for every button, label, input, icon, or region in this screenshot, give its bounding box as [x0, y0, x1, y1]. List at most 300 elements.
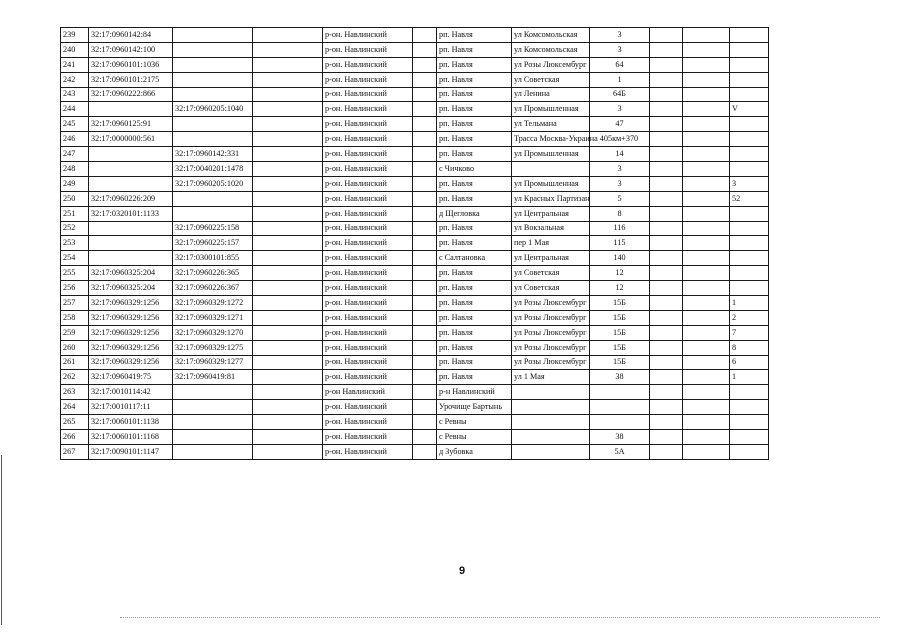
row-number-cell: 267	[61, 444, 89, 459]
house-number-cell: 3	[590, 28, 650, 43]
street-cell	[512, 400, 590, 415]
empty-cell	[413, 296, 437, 311]
apartment-cell	[730, 281, 769, 296]
apartment-cell: 3	[730, 176, 769, 191]
district-cell: р-он. Навлинский	[323, 444, 413, 459]
street-cell	[512, 385, 590, 400]
empty-cell	[253, 102, 323, 117]
empty-cell	[253, 72, 323, 87]
row-number-cell: 241	[61, 57, 89, 72]
table-row	[61, 370, 769, 385]
district-cell: р-он. Навлинский	[323, 162, 413, 177]
table-row	[61, 430, 769, 445]
empty-cell	[650, 251, 683, 266]
object-cadastral-number-cell	[173, 206, 253, 221]
house-number-cell: 5А	[590, 444, 650, 459]
empty-cell	[650, 191, 683, 206]
empty-cell	[413, 102, 437, 117]
empty-cell	[253, 221, 323, 236]
settlement-cell: рп. Навля	[437, 236, 512, 251]
house-number-cell: 15Б	[590, 310, 650, 325]
object-cadastral-number-cell	[173, 415, 253, 430]
empty-cell	[253, 296, 323, 311]
apartment-cell: V	[730, 102, 769, 117]
apartment-cell	[730, 117, 769, 132]
settlement-cell: с Ревны	[437, 430, 512, 445]
house-number-cell	[590, 385, 650, 400]
row-number-cell: 246	[61, 132, 89, 147]
empty-cell	[253, 385, 323, 400]
apartment-cell	[730, 400, 769, 415]
street-cell: ул Вокзальная	[512, 221, 590, 236]
settlement-cell: рп. Навля	[437, 281, 512, 296]
table-row	[61, 147, 769, 162]
empty-cell	[413, 251, 437, 266]
table-body	[61, 28, 769, 460]
street-cell: ул Розы Люксембург	[512, 57, 590, 72]
settlement-cell: с Ревны	[437, 415, 512, 430]
cadastral-number-cell: 32:17:0960325:204	[89, 281, 173, 296]
empty-cell	[413, 281, 437, 296]
empty-cell	[683, 385, 730, 400]
object-cadastral-number-cell	[173, 385, 253, 400]
cadastral-number-cell	[89, 176, 173, 191]
object-cadastral-number-cell: 32:17:0960225:158	[173, 221, 253, 236]
apartment-cell: 6	[730, 355, 769, 370]
row-number-cell: 262	[61, 370, 89, 385]
row-number-cell: 243	[61, 87, 89, 102]
street-cell: ул Центральная	[512, 206, 590, 221]
settlement-cell: с Чичково	[437, 162, 512, 177]
empty-cell	[683, 132, 730, 147]
settlement-cell: рп. Навля	[437, 266, 512, 281]
street-cell: ул 1 Мая	[512, 370, 590, 385]
house-number-cell	[590, 400, 650, 415]
object-cadastral-number-cell	[173, 132, 253, 147]
table-row	[61, 310, 769, 325]
district-cell: р-он. Навлинский	[323, 281, 413, 296]
cadastral-number-cell	[89, 162, 173, 177]
empty-cell	[683, 325, 730, 340]
district-cell: р-он Навлинский	[323, 385, 413, 400]
settlement-cell: рп. Навля	[437, 57, 512, 72]
empty-cell	[650, 296, 683, 311]
empty-cell	[650, 385, 683, 400]
district-cell: р-он. Навлинский	[323, 266, 413, 281]
empty-cell	[413, 236, 437, 251]
row-number-cell: 248	[61, 162, 89, 177]
settlement-cell: рп. Навля	[437, 117, 512, 132]
object-cadastral-number-cell	[173, 42, 253, 57]
empty-cell	[650, 176, 683, 191]
empty-cell	[413, 117, 437, 132]
house-number-cell: 64Б	[590, 87, 650, 102]
object-cadastral-number-cell: 32:17:0300101:855	[173, 251, 253, 266]
district-cell: р-он. Навлинский	[323, 430, 413, 445]
object-cadastral-number-cell: 32:17:0960142:331	[173, 147, 253, 162]
table-row	[61, 400, 769, 415]
row-number-cell: 258	[61, 310, 89, 325]
street-cell: ул Советская	[512, 72, 590, 87]
house-number-cell: 3	[590, 102, 650, 117]
empty-cell	[253, 191, 323, 206]
cadastral-number-cell: 32:17:0960329:1256	[89, 340, 173, 355]
object-cadastral-number-cell	[173, 430, 253, 445]
empty-cell	[683, 370, 730, 385]
district-cell: р-он. Навлинский	[323, 236, 413, 251]
empty-cell	[413, 444, 437, 459]
cadastral-number-cell: 32:17:0960222:866	[89, 87, 173, 102]
apartment-cell	[730, 87, 769, 102]
house-number-cell	[590, 415, 650, 430]
object-cadastral-number-cell	[173, 117, 253, 132]
cadastral-number-cell	[89, 147, 173, 162]
district-cell: р-он. Навлинский	[323, 400, 413, 415]
empty-cell	[650, 221, 683, 236]
object-cadastral-number-cell: 32:17:0960226:367	[173, 281, 253, 296]
district-cell: р-он. Навлинский	[323, 340, 413, 355]
empty-cell	[253, 444, 323, 459]
row-number-cell: 244	[61, 102, 89, 117]
object-cadastral-number-cell: 32:17:0960329:1277	[173, 355, 253, 370]
empty-cell	[413, 370, 437, 385]
table-row	[61, 266, 769, 281]
table-row	[61, 296, 769, 311]
cadastral-number-cell: 32:17:0000000:561	[89, 132, 173, 147]
empty-cell	[650, 72, 683, 87]
empty-cell	[413, 400, 437, 415]
street-cell: ул Красных Партизан	[512, 191, 590, 206]
district-cell: р-он. Навлинский	[323, 102, 413, 117]
district-cell: р-он. Навлинский	[323, 132, 413, 147]
empty-cell	[650, 87, 683, 102]
apartment-cell: 8	[730, 340, 769, 355]
apartment-cell: 1	[730, 370, 769, 385]
street-cell: ул Ленина	[512, 87, 590, 102]
empty-cell	[650, 42, 683, 57]
empty-cell	[253, 87, 323, 102]
empty-cell	[413, 430, 437, 445]
district-cell: р-он. Навлинский	[323, 296, 413, 311]
house-number-cell: 15Б	[590, 340, 650, 355]
settlement-cell: рп. Навля	[437, 147, 512, 162]
street-cell: ул Тельмана	[512, 117, 590, 132]
house-number-cell: 47	[590, 117, 650, 132]
street-cell: ул Розы Люксембург	[512, 325, 590, 340]
object-cadastral-number-cell: 32:17:0040201:1478	[173, 162, 253, 177]
street-cell: ул Промышленная	[512, 147, 590, 162]
empty-cell	[683, 206, 730, 221]
empty-cell	[413, 147, 437, 162]
table-row	[61, 102, 769, 117]
table-row	[61, 325, 769, 340]
row-number-cell: 265	[61, 415, 89, 430]
scan-edge-line	[1, 455, 2, 625]
house-number-cell: 1	[590, 72, 650, 87]
cadastral-number-cell	[89, 251, 173, 266]
empty-cell	[253, 266, 323, 281]
row-number-cell: 253	[61, 236, 89, 251]
empty-cell	[413, 87, 437, 102]
apartment-cell	[730, 162, 769, 177]
row-number-cell: 242	[61, 72, 89, 87]
empty-cell	[650, 325, 683, 340]
house-number-cell: 15Б	[590, 296, 650, 311]
empty-cell	[683, 266, 730, 281]
cadastral-number-cell: 32:17:0960329:1256	[89, 355, 173, 370]
empty-cell	[683, 221, 730, 236]
street-cell: ул Центральная	[512, 251, 590, 266]
empty-cell	[413, 57, 437, 72]
empty-cell	[683, 415, 730, 430]
cadastral-number-cell: 32:17:0960101:2175	[89, 72, 173, 87]
apartment-cell	[730, 385, 769, 400]
empty-cell	[650, 132, 683, 147]
street-cell: Трасса Москва-Украина 405км+370	[512, 132, 590, 147]
cadastral-number-cell: 32:17:0960329:1256	[89, 296, 173, 311]
row-number-cell: 266	[61, 430, 89, 445]
object-cadastral-number-cell: 32:17:0960329:1272	[173, 296, 253, 311]
settlement-cell: рп. Навля	[437, 132, 512, 147]
empty-cell	[253, 430, 323, 445]
row-number-cell: 239	[61, 28, 89, 43]
row-number-cell: 252	[61, 221, 89, 236]
empty-cell	[650, 444, 683, 459]
street-cell: ул Розы Люксембург	[512, 355, 590, 370]
table-row	[61, 176, 769, 191]
table-row	[61, 57, 769, 72]
empty-cell	[683, 251, 730, 266]
empty-cell	[650, 147, 683, 162]
empty-cell	[413, 42, 437, 57]
table-row	[61, 251, 769, 266]
street-cell	[512, 444, 590, 459]
object-cadastral-number-cell: 32:17:0960329:1270	[173, 325, 253, 340]
settlement-cell: рп. Навля	[437, 296, 512, 311]
empty-cell	[253, 251, 323, 266]
object-cadastral-number-cell	[173, 444, 253, 459]
street-cell: ул Розы Люксембург	[512, 310, 590, 325]
cadastral-number-cell	[89, 236, 173, 251]
empty-cell	[650, 340, 683, 355]
empty-cell	[253, 147, 323, 162]
table-row	[61, 28, 769, 43]
street-cell: ул Розы Люксембург	[512, 296, 590, 311]
empty-cell	[650, 430, 683, 445]
empty-cell	[683, 117, 730, 132]
empty-cell	[413, 266, 437, 281]
street-cell: ул Промышленная	[512, 176, 590, 191]
empty-cell	[413, 355, 437, 370]
row-number-cell: 263	[61, 385, 89, 400]
cadastral-number-cell: 32:17:0060101:1168	[89, 430, 173, 445]
table-row	[61, 236, 769, 251]
apartment-cell	[730, 236, 769, 251]
apartment-cell	[730, 221, 769, 236]
row-number-cell: 257	[61, 296, 89, 311]
district-cell: р-он. Навлинский	[323, 370, 413, 385]
apartment-cell	[730, 28, 769, 43]
empty-cell	[650, 236, 683, 251]
row-number-cell: 255	[61, 266, 89, 281]
street-cell: ул Советская	[512, 281, 590, 296]
cadastral-number-cell: 32:17:0060101:1138	[89, 415, 173, 430]
empty-cell	[683, 236, 730, 251]
empty-cell	[253, 162, 323, 177]
property-register-table	[60, 27, 769, 460]
district-cell: р-он. Навлинский	[323, 206, 413, 221]
table-row	[61, 444, 769, 459]
object-cadastral-number-cell	[173, 400, 253, 415]
apartment-cell: 7	[730, 325, 769, 340]
house-number-cell: 140	[590, 251, 650, 266]
object-cadastral-number-cell	[173, 72, 253, 87]
settlement-cell: рп. Навля	[437, 28, 512, 43]
empty-cell	[683, 72, 730, 87]
house-number-cell: 115	[590, 236, 650, 251]
empty-cell	[650, 28, 683, 43]
row-number-cell: 245	[61, 117, 89, 132]
settlement-cell: рп. Навля	[437, 340, 512, 355]
empty-cell	[650, 370, 683, 385]
district-cell: р-он. Навлинский	[323, 117, 413, 132]
apartment-cell	[730, 251, 769, 266]
object-cadastral-number-cell	[173, 28, 253, 43]
empty-cell	[650, 310, 683, 325]
empty-cell	[683, 57, 730, 72]
settlement-cell: с Салтановка	[437, 251, 512, 266]
settlement-cell: рп. Навля	[437, 355, 512, 370]
empty-cell	[650, 206, 683, 221]
apartment-cell	[730, 444, 769, 459]
empty-cell	[683, 191, 730, 206]
street-cell: ул Промышленная	[512, 102, 590, 117]
empty-cell	[413, 325, 437, 340]
cadastral-number-cell: 32:17:0320101:1133	[89, 206, 173, 221]
empty-cell	[253, 400, 323, 415]
object-cadastral-number-cell: 32:17:0960205:1040	[173, 102, 253, 117]
cadastral-number-cell: 32:17:0960329:1256	[89, 325, 173, 340]
empty-cell	[650, 162, 683, 177]
table-row	[61, 206, 769, 221]
district-cell: р-он. Навлинский	[323, 325, 413, 340]
cadastral-number-cell: 32:17:0010114:42	[89, 385, 173, 400]
row-number-cell: 250	[61, 191, 89, 206]
empty-cell	[650, 281, 683, 296]
empty-cell	[650, 102, 683, 117]
empty-cell	[413, 385, 437, 400]
empty-cell	[683, 310, 730, 325]
cadastral-number-cell: 32:17:0960101:1036	[89, 57, 173, 72]
object-cadastral-number-cell	[173, 87, 253, 102]
district-cell: р-он. Навлинский	[323, 355, 413, 370]
empty-cell	[413, 162, 437, 177]
settlement-cell: рп. Навля	[437, 221, 512, 236]
object-cadastral-number-cell: 32:17:0960329:1271	[173, 310, 253, 325]
empty-cell	[683, 400, 730, 415]
empty-cell	[253, 132, 323, 147]
object-cadastral-number-cell: 32:17:0960329:1275	[173, 340, 253, 355]
apartment-cell	[730, 57, 769, 72]
cadastral-number-cell: 32:17:0960226:209	[89, 191, 173, 206]
district-cell: р-он. Навлинский	[323, 310, 413, 325]
district-cell: р-он. Навлинский	[323, 251, 413, 266]
empty-cell	[413, 72, 437, 87]
empty-cell	[253, 236, 323, 251]
settlement-cell: рп. Навля	[437, 370, 512, 385]
empty-cell	[413, 310, 437, 325]
empty-cell	[683, 87, 730, 102]
empty-cell	[253, 310, 323, 325]
table-row	[61, 162, 769, 177]
district-cell: р-он. Навлинский	[323, 176, 413, 191]
house-number-cell: 64	[590, 57, 650, 72]
house-number-cell: 15Б	[590, 325, 650, 340]
empty-cell	[650, 57, 683, 72]
settlement-cell: д Щегловка	[437, 206, 512, 221]
table-row	[61, 221, 769, 236]
house-number-cell: 3	[590, 176, 650, 191]
table-row	[61, 42, 769, 57]
house-number-cell: 8	[590, 206, 650, 221]
settlement-cell: рп. Навля	[437, 176, 512, 191]
empty-cell	[413, 415, 437, 430]
table-row	[61, 385, 769, 400]
empty-cell	[413, 206, 437, 221]
empty-cell	[650, 400, 683, 415]
cadastral-number-cell: 32:17:0960125:91	[89, 117, 173, 132]
empty-cell	[413, 28, 437, 43]
district-cell: р-он. Навлинский	[323, 42, 413, 57]
house-number-cell: 3	[590, 162, 650, 177]
district-cell: р-он. Навлинский	[323, 191, 413, 206]
table-row	[61, 72, 769, 87]
empty-cell	[253, 42, 323, 57]
empty-cell	[253, 355, 323, 370]
settlement-cell: рп. Навля	[437, 102, 512, 117]
empty-cell	[683, 42, 730, 57]
apartment-cell	[730, 42, 769, 57]
table-row	[61, 281, 769, 296]
table-row	[61, 191, 769, 206]
house-number-cell: 15Б	[590, 355, 650, 370]
empty-cell	[253, 57, 323, 72]
street-cell: ул Комсомольская	[512, 42, 590, 57]
table-row	[61, 355, 769, 370]
house-number-cell: 38	[590, 370, 650, 385]
cadastral-number-cell: 32:17:0090101:1147	[89, 444, 173, 459]
apartment-cell	[730, 430, 769, 445]
empty-cell	[253, 340, 323, 355]
settlement-cell: рп. Навля	[437, 310, 512, 325]
apartment-cell	[730, 415, 769, 430]
apartment-cell	[730, 206, 769, 221]
cadastral-number-cell: 32:17:0960419:75	[89, 370, 173, 385]
empty-cell	[413, 221, 437, 236]
empty-cell	[253, 206, 323, 221]
empty-cell	[413, 191, 437, 206]
cadastral-number-cell: 32:17:0010117:11	[89, 400, 173, 415]
district-cell: р-он. Навлинский	[323, 147, 413, 162]
street-cell	[512, 162, 590, 177]
row-number-cell: 256	[61, 281, 89, 296]
row-number-cell: 259	[61, 325, 89, 340]
settlement-cell: рп. Навля	[437, 325, 512, 340]
empty-cell	[253, 176, 323, 191]
empty-cell	[650, 117, 683, 132]
empty-cell	[683, 444, 730, 459]
cadastral-number-cell: 32:17:0960142:84	[89, 28, 173, 43]
